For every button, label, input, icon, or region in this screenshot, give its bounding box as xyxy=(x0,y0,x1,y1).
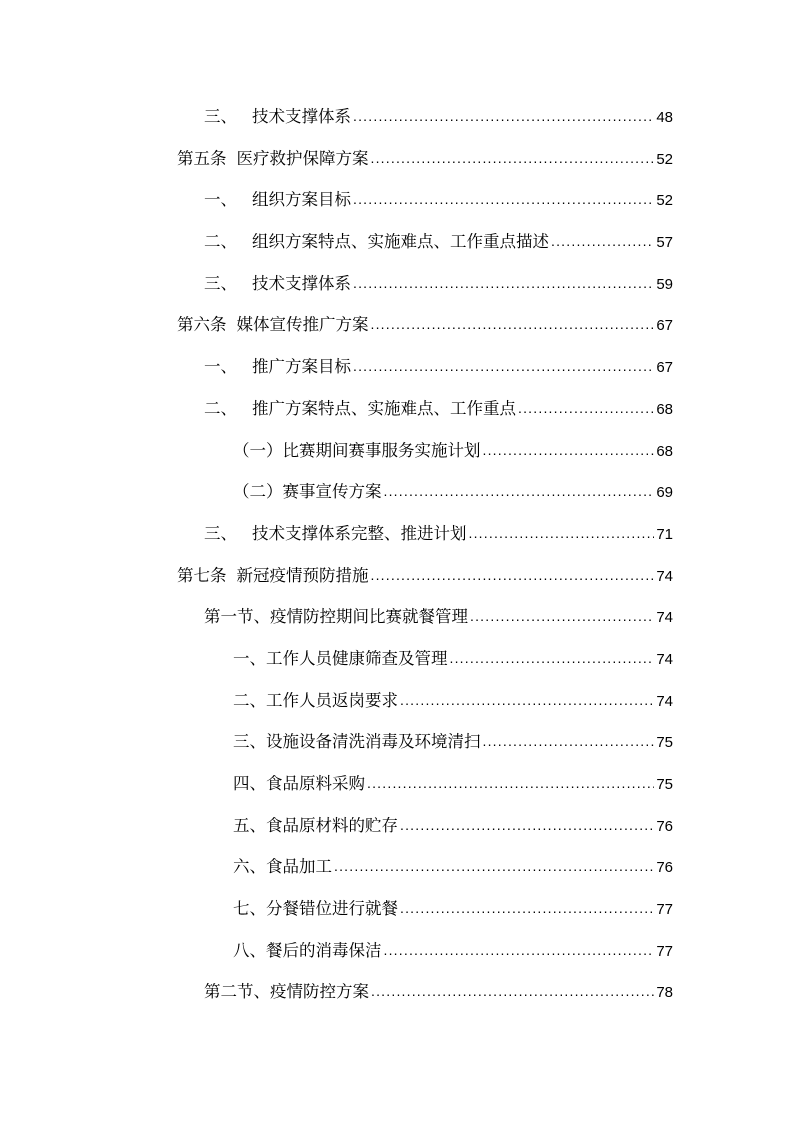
toc-entry-number: 二、 xyxy=(204,232,237,252)
toc-entry[interactable] xyxy=(0,431,793,473)
toc-entry-title: 比赛期间赛事服务实施计划 xyxy=(282,440,481,460)
dot-leader xyxy=(470,604,654,628)
toc-entry-page-number: 59 xyxy=(656,275,673,293)
toc-entry-line xyxy=(177,147,673,171)
toc-entry-line xyxy=(233,439,673,463)
toc-entry-line xyxy=(204,980,673,1004)
toc-entry-page-number: 67 xyxy=(656,359,673,377)
toc-entry-number: 第六条 xyxy=(177,315,227,335)
toc-entry-page-number: 78 xyxy=(656,984,673,1002)
toc-entry[interactable] xyxy=(0,764,793,806)
toc-entry-line xyxy=(233,939,673,963)
toc-entry-title: 技术支撑体系 xyxy=(252,107,351,126)
toc-entry-line xyxy=(233,855,673,879)
toc-entry-line xyxy=(177,564,673,588)
toc-entry-title: 推广方案目标 xyxy=(252,357,351,377)
toc-entry-line xyxy=(204,397,673,421)
dot-leader xyxy=(371,979,654,1003)
dot-leader xyxy=(551,229,654,253)
toc-entry-page-number: 76 xyxy=(656,817,673,835)
toc-entry[interactable] xyxy=(0,222,793,264)
dot-leader xyxy=(353,104,654,128)
dot-leader xyxy=(483,729,655,753)
dot-leader xyxy=(483,438,655,462)
toc-entry-page-number: 77 xyxy=(656,942,673,960)
toc-entry-number: （二） xyxy=(233,482,283,502)
toc-entry-title: 组织方案特点、实施难点、工作重点描述 xyxy=(252,232,549,252)
toc-entry-title: 新冠疫情预防措施 xyxy=(236,565,369,585)
toc-entry-title: 七、分餐错位进行就餐 xyxy=(233,899,398,919)
dot-leader xyxy=(353,271,654,295)
toc-entry-page-number: 74 xyxy=(656,567,673,585)
dot-leader xyxy=(353,354,654,378)
toc-entry-page-number: 52 xyxy=(656,150,673,168)
dot-leader xyxy=(400,896,654,920)
toc-entry-title: 推广方案特点、实施难点、工作重点 xyxy=(252,398,516,418)
toc-entry-page-number: 48 xyxy=(656,109,673,126)
dot-leader xyxy=(334,854,654,878)
toc-entry[interactable] xyxy=(0,806,793,848)
toc-entry-title: 八、餐后的消毒保洁 xyxy=(233,940,382,960)
dot-leader xyxy=(400,813,654,837)
toc-entry-page-number: 52 xyxy=(656,192,673,210)
toc-entry-page-number: 75 xyxy=(656,776,673,793)
toc-entry[interactable] xyxy=(0,264,793,306)
toc-entry-line xyxy=(233,772,673,796)
toc-entry[interactable] xyxy=(0,847,793,889)
toc-entry-title: 技术支撑体系完整、推进计划 xyxy=(252,523,467,543)
dot-leader xyxy=(469,521,655,545)
toc-entry-number: 第五条 xyxy=(177,148,227,168)
toc-entry-line xyxy=(204,272,673,296)
dot-leader xyxy=(371,146,655,170)
toc-entry-line xyxy=(204,605,673,629)
toc-entry-number: （一） xyxy=(233,440,283,460)
toc-entry-page-number: 77 xyxy=(656,901,673,919)
toc-entry-page-number: 69 xyxy=(656,484,673,502)
toc-entry-title: 媒体宣传推广方案 xyxy=(236,315,369,335)
toc-entry-number: 第七条 xyxy=(177,565,227,585)
toc-entry[interactable] xyxy=(0,472,793,514)
toc-entry-page-number: 75 xyxy=(656,734,673,752)
toc-entry-title: 一、工作人员健康筛查及管理 xyxy=(233,648,448,668)
toc-entry[interactable] xyxy=(0,639,793,681)
dot-leader xyxy=(371,563,655,587)
dot-leader xyxy=(353,187,654,211)
toc-entry-title: 三、设施设备清洗消毒及环境清扫 xyxy=(233,732,481,752)
toc-entry-title: 六、食品加工 xyxy=(233,857,332,877)
toc-entry-number: 一、 xyxy=(204,357,237,377)
toc-entry[interactable] xyxy=(0,347,793,389)
dot-leader xyxy=(367,771,654,795)
toc-entry-number: 三、 xyxy=(204,273,237,293)
toc-entry-page-number: 74 xyxy=(656,609,673,627)
toc-entry-title: 二、工作人员返岗要求 xyxy=(233,690,398,710)
toc-entry-title: 五、食品原材料的贮存 xyxy=(233,815,398,835)
toc-entry-title: 医疗救护保障方案 xyxy=(236,148,369,168)
toc-entry-number: 三、 xyxy=(204,523,237,543)
toc-entry-title: 组织方案目标 xyxy=(252,190,351,210)
dot-leader xyxy=(384,938,655,962)
toc-entry-page-number: 68 xyxy=(656,442,673,460)
toc-entry-page-number: 57 xyxy=(656,234,673,252)
toc-entry-line xyxy=(204,230,673,254)
toc-entry-title: 技术支撑体系 xyxy=(252,273,351,293)
dot-leader xyxy=(371,312,655,336)
toc-entry-title: 第一节、疫情防控期间比赛就餐管理 xyxy=(204,607,468,627)
toc-entry-line xyxy=(233,730,673,754)
toc-entry-title: 第二节、疫情防控方案 xyxy=(204,982,369,1002)
toc-entry[interactable] xyxy=(0,389,793,431)
toc-entry[interactable] xyxy=(0,972,793,1014)
toc-entry[interactable] xyxy=(0,180,793,222)
toc-entry[interactable] xyxy=(0,931,793,973)
toc-entry-number: 二、 xyxy=(204,398,237,418)
toc-entry-line xyxy=(204,355,673,379)
toc-entry-line xyxy=(233,480,673,504)
toc-entry[interactable] xyxy=(0,681,793,723)
toc-entry-number: 三、 xyxy=(204,107,237,126)
toc-entry-line xyxy=(233,814,673,838)
dot-leader xyxy=(400,688,654,712)
toc-entry[interactable] xyxy=(0,305,793,347)
toc-entry-page-number: 74 xyxy=(656,650,673,668)
toc-entry-page-number: 76 xyxy=(656,859,673,877)
toc-entry-line xyxy=(233,647,673,671)
toc-entry[interactable] xyxy=(0,597,793,639)
toc-entry[interactable] xyxy=(0,556,793,598)
toc-entry-page-number: 67 xyxy=(656,317,673,335)
toc-entry[interactable] xyxy=(0,889,793,931)
dot-leader xyxy=(384,479,655,503)
toc-entry-line xyxy=(233,897,673,921)
dot-leader xyxy=(518,396,654,420)
toc-entry-line xyxy=(204,522,673,546)
toc-entry-line xyxy=(204,105,673,129)
toc-entry-line xyxy=(233,689,673,713)
toc-entry-page-number: 68 xyxy=(656,400,673,418)
toc-entry-page-number: 74 xyxy=(656,692,673,710)
table-of-contents xyxy=(0,97,793,1014)
toc-entry-page-number: 71 xyxy=(656,525,673,543)
toc-entry[interactable] xyxy=(0,514,793,556)
toc-entry[interactable] xyxy=(0,139,793,181)
toc-entry[interactable] xyxy=(0,722,793,764)
toc-entry-line xyxy=(177,313,673,337)
toc-entry-line xyxy=(204,188,673,212)
toc-entry-number: 一、 xyxy=(204,190,237,210)
toc-entry[interactable] xyxy=(0,97,793,139)
toc-entry-title: 赛事宣传方案 xyxy=(282,482,382,502)
dot-leader xyxy=(450,646,655,670)
toc-entry-title: 四、食品原料采购 xyxy=(233,774,365,793)
